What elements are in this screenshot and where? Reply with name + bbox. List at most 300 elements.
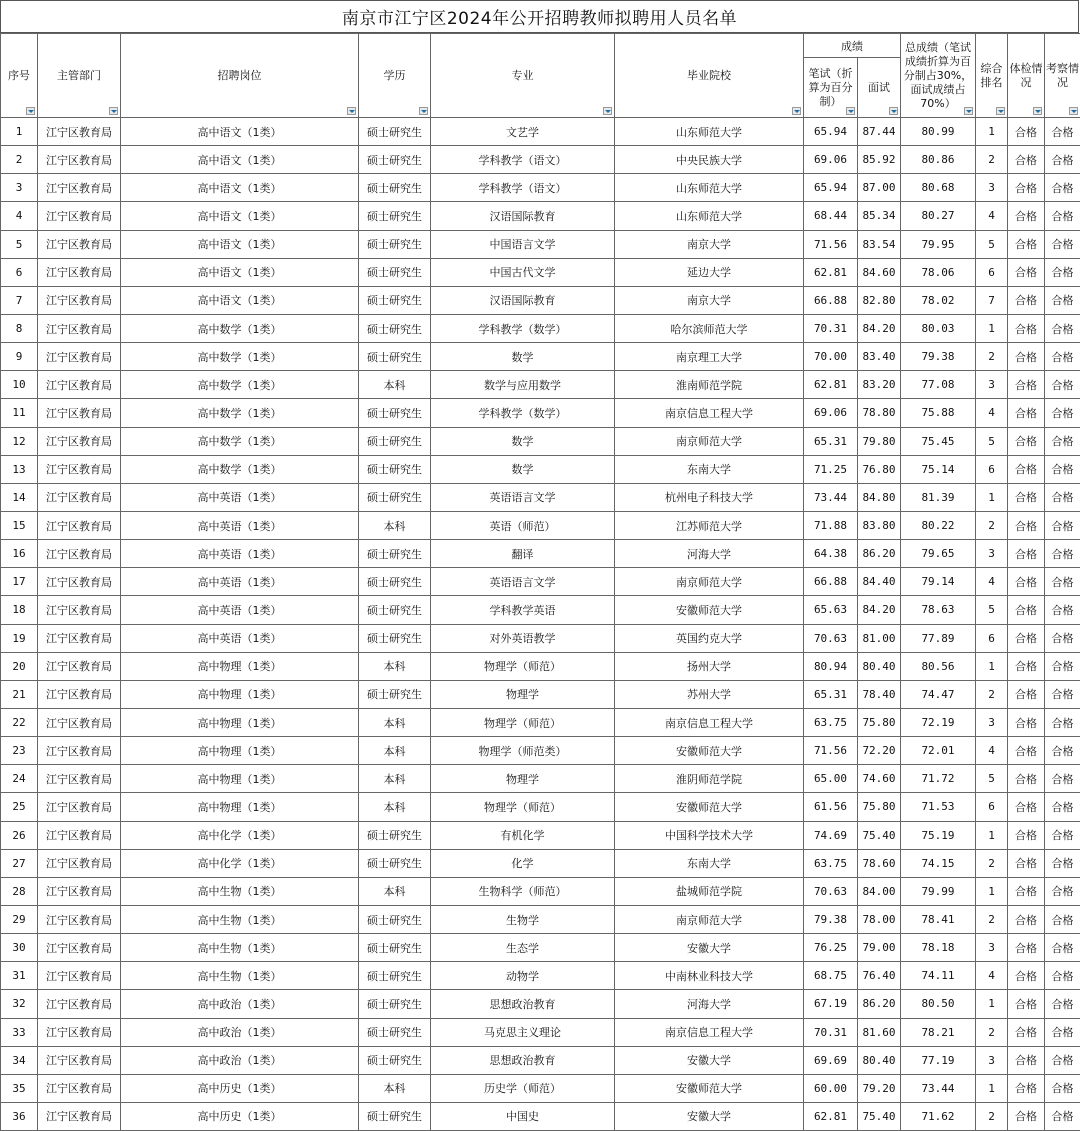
table-row xyxy=(1,905,1080,933)
physical-cell: 合格 xyxy=(1008,427,1045,455)
seq-cell: 18 xyxy=(1,596,38,624)
physical-cell: 合格 xyxy=(1008,849,1045,877)
post-cell: 高中英语（1类） xyxy=(121,596,359,624)
dept-cell: 江宁区教育局 xyxy=(38,849,121,877)
written-score-cell: 70.31 xyxy=(804,1018,858,1046)
dept-cell: 江宁区教育局 xyxy=(38,314,121,342)
major-cell: 中国语言文学 xyxy=(431,230,615,258)
table-row xyxy=(1,849,1080,877)
physical-cell: 合格 xyxy=(1008,483,1045,511)
edu-cell: 本科 xyxy=(359,793,431,821)
total-score-cell: 80.03 xyxy=(901,314,976,342)
rank-cell: 1 xyxy=(976,990,1008,1018)
total-score-cell: 75.14 xyxy=(901,455,976,483)
seq-cell: 15 xyxy=(1,511,38,539)
edu-cell: 本科 xyxy=(359,1074,431,1102)
dept-cell: 江宁区教育局 xyxy=(38,174,121,202)
dept-cell: 江宁区教育局 xyxy=(38,540,121,568)
inspect-cell: 合格 xyxy=(1045,990,1080,1018)
table-row xyxy=(1,1018,1080,1046)
seq-cell: 26 xyxy=(1,821,38,849)
total-score-cell: 80.27 xyxy=(901,202,976,230)
seq-cell: 25 xyxy=(1,793,38,821)
school-cell: 南京理工大学 xyxy=(615,343,804,371)
school-cell: 淮阴师范学院 xyxy=(615,765,804,793)
school-cell: 英国约克大学 xyxy=(615,624,804,652)
inspect-cell: 合格 xyxy=(1045,258,1080,286)
total-score-cell: 71.72 xyxy=(901,765,976,793)
school-cell: 杭州电子科技大学 xyxy=(615,483,804,511)
interview-score-cell: 83.40 xyxy=(858,343,901,371)
dept-cell: 江宁区教育局 xyxy=(38,343,121,371)
dept-cell: 江宁区教育局 xyxy=(38,680,121,708)
written-score-cell: 70.31 xyxy=(804,314,858,342)
edu-cell: 硕士研究生 xyxy=(359,230,431,258)
filter-dropdown-icon[interactable] xyxy=(964,107,973,115)
written-score-cell: 65.94 xyxy=(804,118,858,146)
total-score-cell: 78.18 xyxy=(901,934,976,962)
school-cell: 苏州大学 xyxy=(615,680,804,708)
table-row xyxy=(1,118,1080,146)
physical-cell: 合格 xyxy=(1008,258,1045,286)
seq-cell: 6 xyxy=(1,258,38,286)
written-score-cell: 68.44 xyxy=(804,202,858,230)
rank-cell: 1 xyxy=(976,652,1008,680)
rank-cell: 6 xyxy=(976,455,1008,483)
table-row xyxy=(1,793,1080,821)
dept-cell: 江宁区教育局 xyxy=(38,793,121,821)
rank-cell: 5 xyxy=(976,765,1008,793)
inspect-cell: 合格 xyxy=(1045,399,1080,427)
dept-cell: 江宁区教育局 xyxy=(38,877,121,905)
dept-cell: 江宁区教育局 xyxy=(38,286,121,314)
inspect-cell: 合格 xyxy=(1045,1102,1080,1130)
seq-cell: 34 xyxy=(1,1046,38,1074)
table-body xyxy=(1,118,1080,1131)
school-cell: 中国科学技术大学 xyxy=(615,821,804,849)
edu-cell: 硕士研究生 xyxy=(359,1018,431,1046)
school-cell: 延边大学 xyxy=(615,258,804,286)
rank-cell: 3 xyxy=(976,1046,1008,1074)
edu-cell: 本科 xyxy=(359,371,431,399)
total-score-cell: 75.45 xyxy=(901,427,976,455)
post-cell: 高中历史（1类） xyxy=(121,1074,359,1102)
written-score-cell: 65.94 xyxy=(804,174,858,202)
post-cell: 高中数学（1类） xyxy=(121,427,359,455)
table-row xyxy=(1,934,1080,962)
total-score-cell: 80.86 xyxy=(901,146,976,174)
written-score-cell: 63.75 xyxy=(804,849,858,877)
interview-score-cell: 84.40 xyxy=(858,568,901,596)
header-major: 专业 xyxy=(431,34,615,118)
edu-cell: 硕士研究生 xyxy=(359,568,431,596)
total-score-cell: 79.14 xyxy=(901,568,976,596)
seq-cell: 36 xyxy=(1,1102,38,1130)
school-cell: 安徽大学 xyxy=(615,1102,804,1130)
seq-cell: 20 xyxy=(1,652,38,680)
total-score-cell: 72.01 xyxy=(901,737,976,765)
school-cell: 山东师范大学 xyxy=(615,174,804,202)
edu-cell: 硕士研究生 xyxy=(359,821,431,849)
edu-cell: 硕士研究生 xyxy=(359,146,431,174)
post-cell: 高中语文（1类） xyxy=(121,146,359,174)
written-score-cell: 66.88 xyxy=(804,568,858,596)
major-cell: 对外英语教学 xyxy=(431,624,615,652)
total-score-cell: 71.62 xyxy=(901,1102,976,1130)
rank-cell: 2 xyxy=(976,1018,1008,1046)
written-score-cell: 62.81 xyxy=(804,258,858,286)
major-cell: 思想政治教育 xyxy=(431,1046,615,1074)
school-cell: 山东师范大学 xyxy=(615,118,804,146)
post-cell: 高中语文（1类） xyxy=(121,174,359,202)
post-cell: 高中物理（1类） xyxy=(121,793,359,821)
inspect-cell: 合格 xyxy=(1045,230,1080,258)
table-row xyxy=(1,343,1080,371)
post-cell: 高中语文（1类） xyxy=(121,202,359,230)
written-score-cell: 64.38 xyxy=(804,540,858,568)
interview-score-cell: 79.00 xyxy=(858,934,901,962)
interview-score-cell: 79.80 xyxy=(858,427,901,455)
total-score-cell: 73.44 xyxy=(901,1074,976,1102)
table-row xyxy=(1,540,1080,568)
table-row xyxy=(1,708,1080,736)
major-cell: 学科教学（数学） xyxy=(431,314,615,342)
school-cell: 中南林业科技大学 xyxy=(615,962,804,990)
edu-cell: 本科 xyxy=(359,708,431,736)
written-score-cell: 71.56 xyxy=(804,737,858,765)
major-cell: 翻译 xyxy=(431,540,615,568)
post-cell: 高中物理（1类） xyxy=(121,680,359,708)
inspect-cell: 合格 xyxy=(1045,286,1080,314)
seq-cell: 12 xyxy=(1,427,38,455)
rank-cell: 6 xyxy=(976,624,1008,652)
major-cell: 思想政治教育 xyxy=(431,990,615,1018)
edu-cell: 硕士研究生 xyxy=(359,286,431,314)
edu-cell: 硕士研究生 xyxy=(359,1102,431,1130)
edu-cell: 硕士研究生 xyxy=(359,624,431,652)
interview-score-cell: 85.34 xyxy=(858,202,901,230)
filter-dropdown-icon[interactable] xyxy=(419,107,428,115)
rank-cell: 3 xyxy=(976,934,1008,962)
dept-cell: 江宁区教育局 xyxy=(38,230,121,258)
inspect-cell: 合格 xyxy=(1045,934,1080,962)
table-row xyxy=(1,821,1080,849)
written-score-cell: 71.56 xyxy=(804,230,858,258)
interview-score-cell: 87.00 xyxy=(858,174,901,202)
interview-score-cell: 74.60 xyxy=(858,765,901,793)
written-score-cell: 69.69 xyxy=(804,1046,858,1074)
inspect-cell: 合格 xyxy=(1045,877,1080,905)
dept-cell: 江宁区教育局 xyxy=(38,455,121,483)
school-cell: 南京信息工程大学 xyxy=(615,708,804,736)
written-score-cell: 61.56 xyxy=(804,793,858,821)
written-score-cell: 62.81 xyxy=(804,371,858,399)
total-score-cell: 71.53 xyxy=(901,793,976,821)
school-cell: 淮南师范学院 xyxy=(615,371,804,399)
rank-cell: 2 xyxy=(976,1102,1008,1130)
rank-cell: 2 xyxy=(976,905,1008,933)
dept-cell: 江宁区教育局 xyxy=(38,905,121,933)
rank-cell: 2 xyxy=(976,849,1008,877)
interview-score-cell: 84.00 xyxy=(858,877,901,905)
physical-cell: 合格 xyxy=(1008,962,1045,990)
rank-cell: 4 xyxy=(976,737,1008,765)
dept-cell: 江宁区教育局 xyxy=(38,737,121,765)
total-score-cell: 79.38 xyxy=(901,343,976,371)
edu-cell: 本科 xyxy=(359,652,431,680)
filter-dropdown-icon[interactable] xyxy=(603,107,612,115)
post-cell: 高中物理（1类） xyxy=(121,708,359,736)
inspect-cell: 合格 xyxy=(1045,765,1080,793)
major-cell: 物理学（师范） xyxy=(431,793,615,821)
results-table xyxy=(0,33,1080,1131)
total-score-cell: 74.11 xyxy=(901,962,976,990)
written-score-cell: 71.88 xyxy=(804,511,858,539)
total-score-cell: 79.95 xyxy=(901,230,976,258)
dept-cell: 江宁区教育局 xyxy=(38,202,121,230)
rank-cell: 2 xyxy=(976,511,1008,539)
edu-cell: 硕士研究生 xyxy=(359,118,431,146)
interview-score-cell: 84.80 xyxy=(858,483,901,511)
written-score-cell: 63.75 xyxy=(804,708,858,736)
seq-cell: 9 xyxy=(1,343,38,371)
physical-cell: 合格 xyxy=(1008,455,1045,483)
major-cell: 历史学（师范） xyxy=(431,1074,615,1102)
inspect-cell: 合格 xyxy=(1045,680,1080,708)
written-score-cell: 65.00 xyxy=(804,765,858,793)
inspect-cell: 合格 xyxy=(1045,821,1080,849)
major-cell: 化学 xyxy=(431,849,615,877)
seq-cell: 8 xyxy=(1,314,38,342)
post-cell: 高中物理（1类） xyxy=(121,765,359,793)
inspect-cell: 合格 xyxy=(1045,511,1080,539)
major-cell: 汉语国际教育 xyxy=(431,286,615,314)
filter-dropdown-icon[interactable] xyxy=(1069,107,1078,115)
post-cell: 高中英语（1类） xyxy=(121,568,359,596)
inspect-cell: 合格 xyxy=(1045,905,1080,933)
post-cell: 高中英语（1类） xyxy=(121,540,359,568)
table-row xyxy=(1,286,1080,314)
written-score-cell: 68.75 xyxy=(804,962,858,990)
seq-cell: 28 xyxy=(1,877,38,905)
major-cell: 学科教学（语文） xyxy=(431,146,615,174)
physical-cell: 合格 xyxy=(1008,624,1045,652)
written-score-cell: 69.06 xyxy=(804,399,858,427)
inspect-cell: 合格 xyxy=(1045,1046,1080,1074)
post-cell: 高中数学（1类） xyxy=(121,371,359,399)
table-row xyxy=(1,427,1080,455)
physical-cell: 合格 xyxy=(1008,934,1045,962)
physical-cell: 合格 xyxy=(1008,343,1045,371)
rank-cell: 7 xyxy=(976,286,1008,314)
major-cell: 物理学（师范） xyxy=(431,652,615,680)
major-cell: 数学 xyxy=(431,343,615,371)
filter-dropdown-icon[interactable] xyxy=(792,107,801,115)
rank-cell: 1 xyxy=(976,483,1008,511)
physical-cell: 合格 xyxy=(1008,1074,1045,1102)
total-score-cell: 78.02 xyxy=(901,286,976,314)
post-cell: 高中历史（1类） xyxy=(121,1102,359,1130)
table-row xyxy=(1,962,1080,990)
interview-score-cell: 76.80 xyxy=(858,455,901,483)
major-cell: 物理学（师范类） xyxy=(431,737,615,765)
inspect-cell: 合格 xyxy=(1045,1018,1080,1046)
post-cell: 高中语文（1类） xyxy=(121,258,359,286)
rank-cell: 4 xyxy=(976,399,1008,427)
dept-cell: 江宁区教育局 xyxy=(38,934,121,962)
total-score-cell: 80.99 xyxy=(901,118,976,146)
major-cell: 生物学 xyxy=(431,905,615,933)
table-row xyxy=(1,652,1080,680)
inspect-cell: 合格 xyxy=(1045,427,1080,455)
seq-cell: 31 xyxy=(1,962,38,990)
total-score-cell: 80.68 xyxy=(901,174,976,202)
interview-score-cell: 84.60 xyxy=(858,258,901,286)
dept-cell: 江宁区教育局 xyxy=(38,1046,121,1074)
total-score-cell: 81.39 xyxy=(901,483,976,511)
filter-dropdown-icon[interactable] xyxy=(1033,107,1042,115)
rank-cell: 5 xyxy=(976,230,1008,258)
post-cell: 高中生物（1类） xyxy=(121,877,359,905)
written-score-cell: 73.44 xyxy=(804,483,858,511)
seq-cell: 23 xyxy=(1,737,38,765)
edu-cell: 硕士研究生 xyxy=(359,1046,431,1074)
table-row xyxy=(1,371,1080,399)
major-cell: 生态学 xyxy=(431,934,615,962)
written-score-cell: 62.81 xyxy=(804,1102,858,1130)
rank-cell: 1 xyxy=(976,877,1008,905)
filter-dropdown-icon[interactable] xyxy=(889,107,898,115)
seq-cell: 11 xyxy=(1,399,38,427)
rank-cell: 3 xyxy=(976,371,1008,399)
post-cell: 高中化学（1类） xyxy=(121,821,359,849)
seq-cell: 3 xyxy=(1,174,38,202)
physical-cell: 合格 xyxy=(1008,399,1045,427)
interview-score-cell: 75.40 xyxy=(858,821,901,849)
written-score-cell: 65.31 xyxy=(804,680,858,708)
header-written: 笔试（折算为百分制） xyxy=(804,58,858,118)
rank-cell: 2 xyxy=(976,680,1008,708)
major-cell: 英语语言文学 xyxy=(431,568,615,596)
written-score-cell: 76.25 xyxy=(804,934,858,962)
interview-score-cell: 85.92 xyxy=(858,146,901,174)
table-row xyxy=(1,174,1080,202)
table-row xyxy=(1,568,1080,596)
major-cell: 生物科学（师范） xyxy=(431,877,615,905)
written-score-cell: 70.63 xyxy=(804,877,858,905)
written-score-cell: 65.31 xyxy=(804,427,858,455)
edu-cell: 硕士研究生 xyxy=(359,343,431,371)
interview-score-cell: 81.00 xyxy=(858,624,901,652)
seq-cell: 33 xyxy=(1,1018,38,1046)
interview-score-cell: 83.54 xyxy=(858,230,901,258)
dept-cell: 江宁区教育局 xyxy=(38,568,121,596)
seq-cell: 17 xyxy=(1,568,38,596)
rank-cell: 1 xyxy=(976,821,1008,849)
seq-cell: 13 xyxy=(1,455,38,483)
major-cell: 英语（师范） xyxy=(431,511,615,539)
inspect-cell: 合格 xyxy=(1045,202,1080,230)
edu-cell: 硕士研究生 xyxy=(359,483,431,511)
physical-cell: 合格 xyxy=(1008,680,1045,708)
post-cell: 高中生物（1类） xyxy=(121,905,359,933)
filter-dropdown-icon[interactable] xyxy=(26,107,35,115)
interview-score-cell: 86.20 xyxy=(858,540,901,568)
physical-cell: 合格 xyxy=(1008,877,1045,905)
physical-cell: 合格 xyxy=(1008,174,1045,202)
total-score-cell: 72.19 xyxy=(901,708,976,736)
table-row xyxy=(1,455,1080,483)
school-cell: 南京大学 xyxy=(615,230,804,258)
dept-cell: 江宁区教育局 xyxy=(38,990,121,1018)
major-cell: 数学 xyxy=(431,455,615,483)
physical-cell: 合格 xyxy=(1008,511,1045,539)
edu-cell: 本科 xyxy=(359,737,431,765)
post-cell: 高中生物（1类） xyxy=(121,962,359,990)
dept-cell: 江宁区教育局 xyxy=(38,427,121,455)
filter-dropdown-icon[interactable] xyxy=(347,107,356,115)
physical-cell: 合格 xyxy=(1008,540,1045,568)
rank-cell: 1 xyxy=(976,118,1008,146)
physical-cell: 合格 xyxy=(1008,990,1045,1018)
post-cell: 高中英语（1类） xyxy=(121,511,359,539)
table-row xyxy=(1,737,1080,765)
table-row xyxy=(1,990,1080,1018)
school-cell: 河海大学 xyxy=(615,990,804,1018)
written-score-cell: 70.00 xyxy=(804,343,858,371)
dept-cell: 江宁区教育局 xyxy=(38,258,121,286)
inspect-cell: 合格 xyxy=(1045,146,1080,174)
post-cell: 高中数学（1类） xyxy=(121,399,359,427)
dept-cell: 江宁区教育局 xyxy=(38,371,121,399)
school-cell: 河海大学 xyxy=(615,540,804,568)
edu-cell: 硕士研究生 xyxy=(359,680,431,708)
physical-cell: 合格 xyxy=(1008,230,1045,258)
school-cell: 南京信息工程大学 xyxy=(615,399,804,427)
written-score-cell: 65.63 xyxy=(804,596,858,624)
filter-dropdown-icon[interactable] xyxy=(109,107,118,115)
inspect-cell: 合格 xyxy=(1045,371,1080,399)
rank-cell: 6 xyxy=(976,258,1008,286)
inspect-cell: 合格 xyxy=(1045,118,1080,146)
total-score-cell: 80.22 xyxy=(901,511,976,539)
seq-cell: 10 xyxy=(1,371,38,399)
edu-cell: 硕士研究生 xyxy=(359,202,431,230)
inspect-cell: 合格 xyxy=(1045,624,1080,652)
school-cell: 南京师范大学 xyxy=(615,905,804,933)
physical-cell: 合格 xyxy=(1008,202,1045,230)
edu-cell: 硕士研究生 xyxy=(359,174,431,202)
header-rank: 综合排名 xyxy=(976,34,1008,118)
inspect-cell: 合格 xyxy=(1045,737,1080,765)
major-cell: 学科教学英语 xyxy=(431,596,615,624)
filter-dropdown-icon[interactable] xyxy=(846,107,855,115)
inspect-cell: 合格 xyxy=(1045,314,1080,342)
school-cell: 南京信息工程大学 xyxy=(615,1018,804,1046)
dept-cell: 江宁区教育局 xyxy=(38,962,121,990)
inspect-cell: 合格 xyxy=(1045,596,1080,624)
seq-cell: 27 xyxy=(1,849,38,877)
seq-cell: 29 xyxy=(1,905,38,933)
school-cell: 盐城师范学院 xyxy=(615,877,804,905)
major-cell: 物理学 xyxy=(431,680,615,708)
school-cell: 安徽师范大学 xyxy=(615,1074,804,1102)
major-cell: 汉语国际教育 xyxy=(431,202,615,230)
total-score-cell: 75.19 xyxy=(901,821,976,849)
major-cell: 动物学 xyxy=(431,962,615,990)
written-score-cell: 69.06 xyxy=(804,146,858,174)
filter-dropdown-icon[interactable] xyxy=(996,107,1005,115)
